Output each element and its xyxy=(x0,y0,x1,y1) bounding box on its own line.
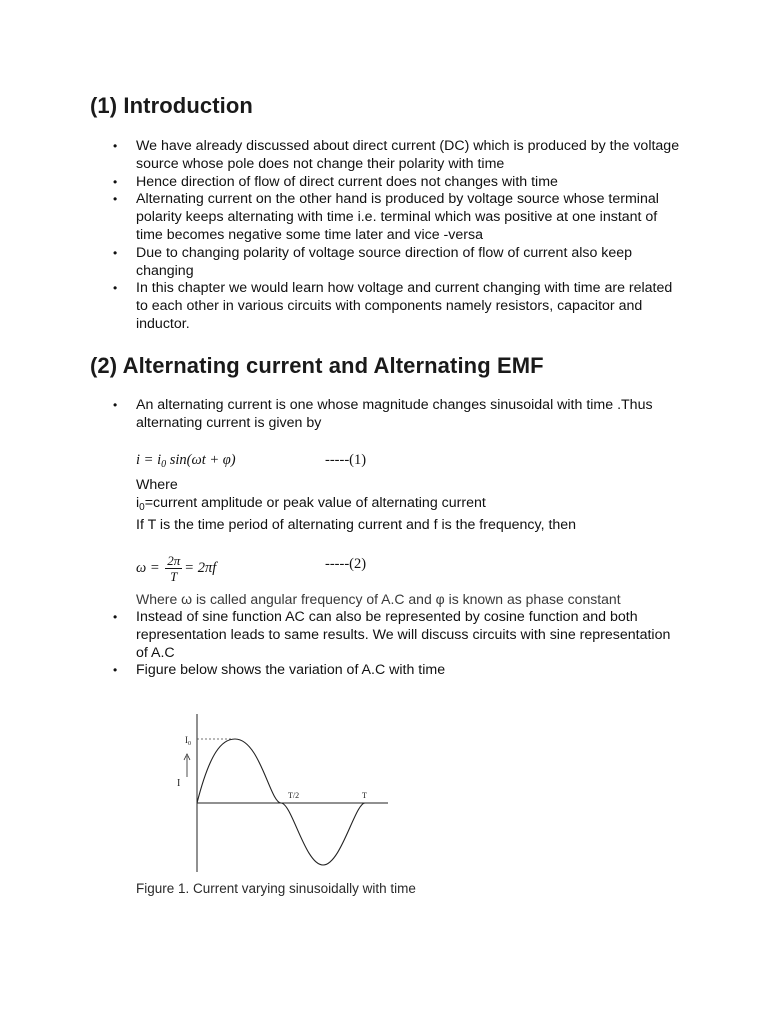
list-item: • In this chapter we would learn how voltage and current changing with time are related to each other in various circuits with components namely resistors, capacitor and inductor. xyxy=(113,280,683,333)
equation-2-rhs: = 2πf xyxy=(184,559,217,576)
equation-2-label: -----(2) xyxy=(325,556,367,572)
figure-caption: Figure 1. Current varying sinusoidally with time xyxy=(136,881,416,896)
equation-1 xyxy=(136,452,236,470)
equation-2-fraction: $\frac{2\pi}{T}$ xyxy=(167,553,181,584)
equation-1-rhs: sin(ωt + φ) xyxy=(166,452,236,468)
equation-2-lhs: ω = xyxy=(136,559,164,576)
where-label: Where xyxy=(136,477,178,493)
sine-wave-figure xyxy=(170,712,410,872)
section-heading-introduction: (1) Introduction xyxy=(90,93,253,118)
where-block xyxy=(136,477,576,534)
equation-1-lhs: i = i xyxy=(136,452,162,468)
list-item: • Figure below shows the variation of A.C with time xyxy=(113,662,683,680)
introduction-bullet-list xyxy=(113,138,683,334)
list-item: • Due to changing polarity of voltage source direction of flow of current also keep changing xyxy=(113,245,683,281)
list-item: • Hence direction of flow of direct current does not changes with time xyxy=(113,174,683,192)
peak-label: $I_0$ xyxy=(185,735,191,747)
list-item: • An alternating current is one whose magnitude changes sinusoidal with time .Thus alternating current is given by xyxy=(113,397,683,433)
list-item: • Alternating current on the other hand is produced by voltage source whose terminal polarity keeps alternating with time i.e. terminal which was positive at one instant of time becomes negative some time later and vice -versa xyxy=(113,191,683,244)
period-label: T xyxy=(362,791,367,800)
list-item: • We have already discussed about direct current (DC) which is produced by the voltage source whose pole does not change their polarity with time xyxy=(113,138,683,174)
half-period-label: T/2 xyxy=(288,791,300,800)
equation-2 xyxy=(136,553,216,584)
amplitude-definition: $i_0=current$ amplitude or peak value of alternating current xyxy=(136,494,486,513)
ac-bullet-list-a xyxy=(113,397,683,433)
equation-1-sub: 0 xyxy=(161,459,167,470)
sine-curve xyxy=(197,739,365,865)
current-axis-label: I xyxy=(177,778,181,789)
angular-frequency-note: Where ω is called angular frequency of A.C and φ is known as phase constant xyxy=(136,591,621,607)
section-heading-alternating-current: (2) Alternating current and Alternating EMF xyxy=(90,353,544,378)
ac-bullet-list-b xyxy=(113,609,683,680)
equation-1-label: -----(1) xyxy=(325,452,367,468)
period-definition: If T is the time period of alternating current and f is the frequency, then xyxy=(136,516,577,533)
list-item: • Instead of sine function AC can also be represented by cosine function and both representation leads to same results. We will discuss circuits with sine representation of A.C xyxy=(113,609,683,662)
